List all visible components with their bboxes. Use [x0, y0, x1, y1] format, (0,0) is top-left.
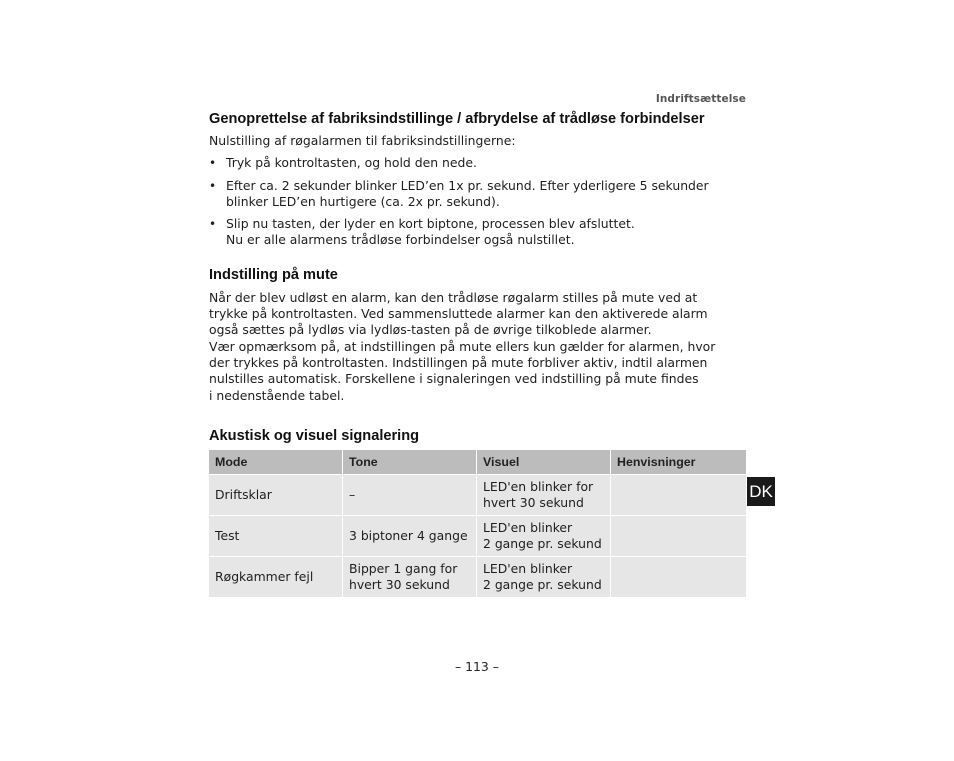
language-tab: DK — [747, 477, 775, 506]
table-row — [209, 515, 746, 556]
cell-text: Røgkammer fejl — [215, 568, 314, 584]
section-title-factory-reset: Genoprettelse af fabriksindstillinge / afbrydelse af trådløse forbindelser — [209, 111, 705, 127]
table-cell — [611, 515, 746, 556]
cell-text: LED'en blinker for — [483, 478, 594, 494]
paragraph-line: der trykkes på kontroltasten. Indstillingen på mute forbliver aktiv, indtil alarmen — [209, 354, 708, 370]
bullet-dot-icon: • — [209, 156, 217, 171]
bullet-item — [209, 178, 746, 211]
section-intro: Nulstilling af røgalarmen til fabriksindstillingerne: — [209, 133, 516, 148]
paragraph-line: nulstilles automatisk. Forskellene i signaleringen ved indstilling på mute findes — [209, 371, 699, 387]
cell-text: 3 biptoner 4 gange — [349, 527, 468, 543]
paragraph-line: trykke på kontroltasten. Ved sammensluttede alarmer kan den aktiverede alarm — [209, 306, 708, 322]
section-title-signaling: Akustisk og visuel signalering — [209, 427, 420, 444]
bullet-line: Nu er alle alarmens trådløse forbindelser også nulstillet. — [226, 232, 575, 248]
mute-paragraph — [209, 290, 746, 404]
table-cell — [343, 474, 477, 515]
cell-text: Test — [215, 527, 240, 543]
bullet-line: blinker LED’en hurtigere (ca. 2x pr. sekund). — [226, 193, 500, 209]
paragraph-line: Vær opmærksom på, at indstillingen på mute ellers kun gælder for alarmen, hvor — [209, 338, 716, 354]
bullet-line: Tryk på kontroltasten, og hold den nede. — [226, 155, 477, 171]
signaling-table — [209, 450, 746, 597]
bullet-item — [209, 216, 746, 249]
paragraph-line: også sættes på lydløs via lydløs-tasten på de øvrige tilkoblede alarmer. — [209, 322, 652, 338]
cell-text: hvert 30 sekund — [483, 494, 584, 510]
table-row — [209, 474, 746, 515]
cell-text: LED'en blinker — [483, 519, 573, 535]
cell-text: hvert 30 sekund — [349, 576, 450, 592]
table-header-row — [209, 450, 746, 474]
paragraph-line: i nedenstående tabel. — [209, 387, 345, 403]
bullet-dot-icon: • — [209, 217, 217, 232]
bullet-line: Efter ca. 2 sekunder blinker LED’en 1x pr. sekund. Efter yderligere 5 sekunder — [226, 177, 709, 193]
cell-text: – — [349, 486, 356, 502]
bullet-item — [209, 155, 746, 171]
column-header-notes: Henvisninger — [611, 450, 746, 474]
table-cell — [611, 474, 746, 515]
table-cell — [209, 474, 343, 515]
table-cell — [209, 556, 343, 597]
table-cell — [209, 515, 343, 556]
table-row — [209, 556, 746, 597]
cell-text: 2 gange pr. sekund — [483, 535, 602, 551]
bullet-list — [209, 155, 746, 248]
cell-text: LED'en blinker — [483, 560, 573, 576]
table-cell — [477, 474, 611, 515]
column-header-mode: Mode — [209, 450, 343, 474]
section-title-mute: Indstilling på mute — [209, 266, 338, 283]
table-cell — [343, 515, 477, 556]
table-cell — [477, 556, 611, 597]
table-cell — [343, 556, 477, 597]
column-header-visual: Visuel — [477, 450, 611, 474]
column-header-tone: Tone — [343, 450, 477, 474]
bullet-dot-icon: • — [209, 178, 217, 193]
cell-text: 2 gange pr. sekund — [483, 576, 602, 592]
page-number: – 113 – — [455, 659, 499, 674]
bullet-line: Slip nu tasten, der lyder en kort biptone, processen blev afsluttet. — [226, 216, 635, 232]
table-cell — [611, 556, 746, 597]
paragraph-line: Når der blev udløst en alarm, kan den trådløse røgalarm stilles på mute ved at — [209, 289, 698, 305]
page-content — [209, 110, 746, 597]
cell-text: Driftsklar — [215, 486, 272, 502]
table-cell — [477, 515, 611, 556]
cell-text: Bipper 1 gang for — [349, 560, 458, 576]
running-head: Indriftsættelse — [655, 93, 746, 105]
